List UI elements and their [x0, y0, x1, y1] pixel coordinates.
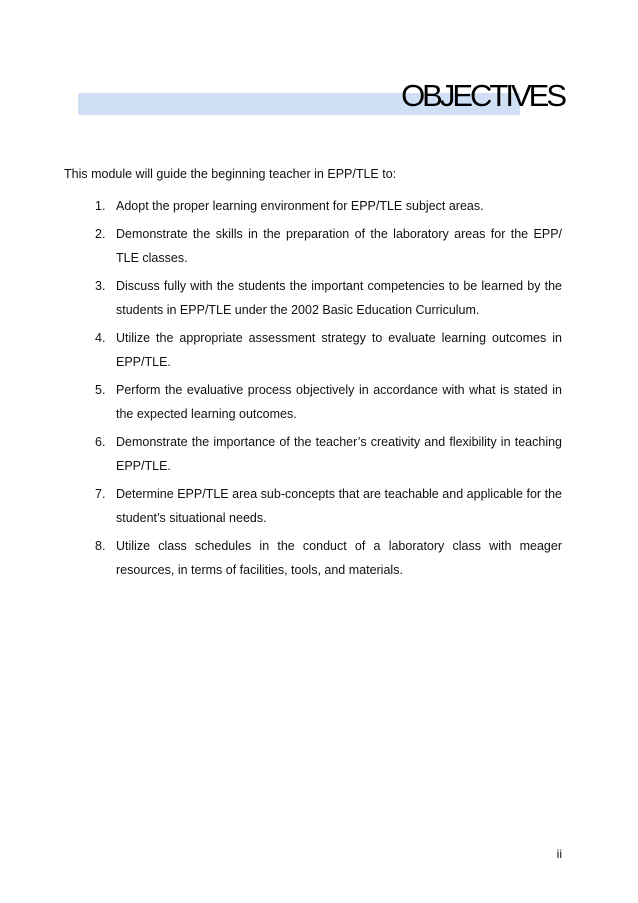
objective-item	[95, 482, 562, 530]
objective-number: 6.	[95, 435, 106, 449]
objective-number: 5.	[95, 383, 106, 397]
objective-item	[95, 326, 562, 374]
objective-text: Discuss fully with the students the important competencies to be learned by the students in EPP/TLE under the 2002 Basic Education Curriculum.	[116, 279, 562, 317]
objectives-list	[95, 194, 562, 586]
objective-item	[95, 222, 562, 270]
objective-number: 8.	[95, 539, 106, 553]
page-title: OBJECTIVES	[401, 78, 564, 113]
objective-text: Adopt the proper learning environment for EPP/TLE subject areas.	[116, 199, 484, 213]
objective-text: Utilize class schedules in the conduct of a laboratory class with meager resources, in terms of facilities, tools, and materials.	[116, 539, 562, 577]
objective-number: 2.	[95, 227, 106, 241]
page-number: ii	[556, 847, 562, 861]
objective-item	[95, 430, 562, 478]
objective-text: Utilize the appropriate assessment strategy to evaluate learning outcomes in EPP/TLE.	[116, 331, 562, 369]
objective-number: 3.	[95, 279, 106, 293]
intro-text: This module will guide the beginning teacher in EPP/TLE to:	[64, 167, 397, 181]
objective-number: 4.	[95, 331, 106, 345]
objective-text: Perform the evaluative process objectively in accordance with what is stated in the expected learning outcomes.	[116, 383, 562, 421]
objective-number: 1.	[95, 199, 106, 213]
objective-text: Determine EPP/TLE area sub-concepts that are teachable and applicable for the student’s situational needs.	[116, 487, 562, 525]
objective-item	[95, 534, 562, 582]
objective-number: 7.	[95, 487, 106, 501]
objective-item	[95, 274, 562, 322]
objective-text: Demonstrate the skills in the preparation of the laboratory areas for the EPP/ TLE classes.	[116, 227, 562, 265]
objective-item	[95, 378, 562, 426]
objective-item	[95, 194, 562, 218]
objective-text: Demonstrate the importance of the teacher’s creativity and flexibility in teaching EPP/TLE.	[116, 435, 562, 473]
